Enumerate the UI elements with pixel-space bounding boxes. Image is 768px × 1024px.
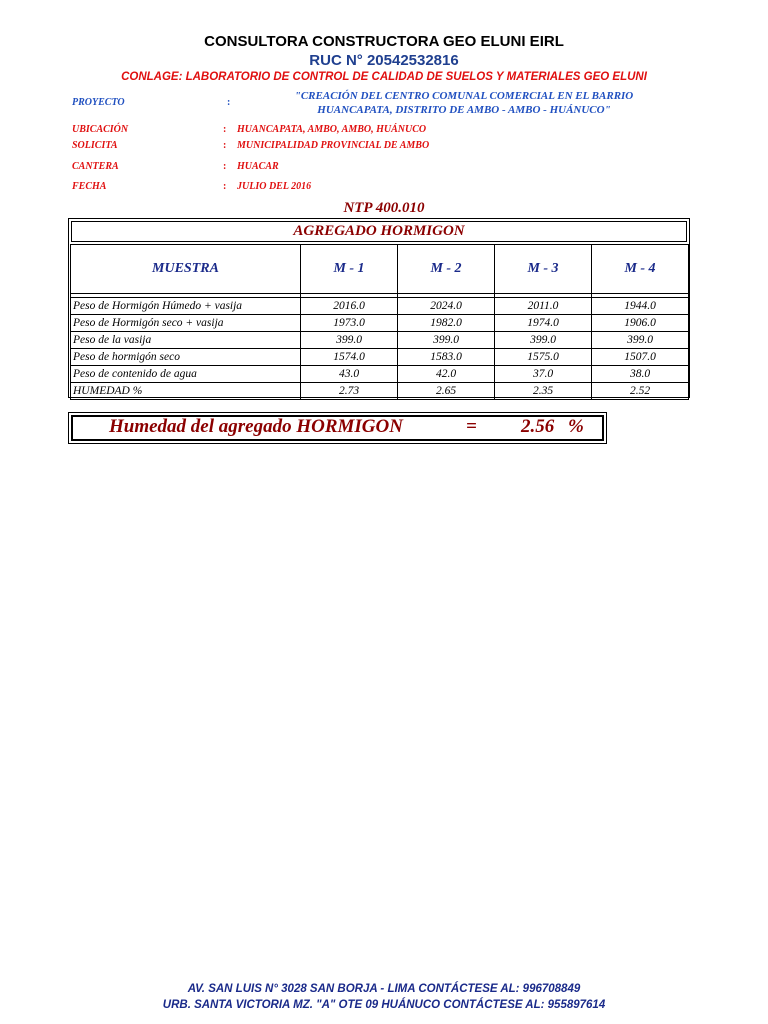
cantera-label: CANTERA xyxy=(72,161,119,172)
moisture-table xyxy=(70,244,689,400)
header-m3: M - 3 xyxy=(495,245,592,294)
proyecto-line-1: "CREACIÓN DEL CENTRO COMUNAL COMERCIAL EN EL BARRIO xyxy=(294,90,634,102)
fecha-label: FECHA xyxy=(72,181,107,192)
cell-value: 1944.0 xyxy=(592,298,689,315)
solicita-colon: : xyxy=(223,140,227,151)
fecha-colon: : xyxy=(223,181,227,192)
solicita-label: SOLICITA xyxy=(72,140,118,151)
cell-value: 2011.0 xyxy=(495,298,592,315)
table-row xyxy=(71,298,689,315)
row-desc: Peso de hormigón seco xyxy=(71,349,301,366)
footer-address-lima: AV. SAN LUIS N° 3028 SAN BORJA - LIMA CONTÁCTESE AL: 996708849 xyxy=(187,983,581,995)
footer-address-huanuco: URB. SANTA VICTORIA MZ. "A" OTE 09 HUÁNUCO CONTÁCTESE AL: 955897614 xyxy=(162,999,606,1011)
proyecto-value xyxy=(230,89,698,117)
ubicacion-colon: : xyxy=(223,124,227,135)
company-name: CONSULTORA CONSTRUCTORA GEO ELUNI EIRL xyxy=(204,33,564,50)
proyecto-line-2: HUANCAPATA, DISTRITO DE AMBO - AMBO - HUÁNUCO" xyxy=(317,104,611,116)
header-m1: M - 1 xyxy=(301,245,398,294)
row-desc: Peso de contenido de agua xyxy=(71,366,301,383)
proyecto-colon: : xyxy=(227,97,231,108)
table-row xyxy=(71,349,689,366)
cell-value: 2.65 xyxy=(398,383,495,400)
cell-value: 2016.0 xyxy=(301,298,398,315)
laboratory-title: CONLAGE: LABORATORIO DE CONTROL DE CALIDAD DE SUELOS Y MATERIALES GEO ELUNI xyxy=(121,71,647,83)
result-value: 2.56 xyxy=(521,416,555,437)
fecha-value: JULIO DEL 2016 xyxy=(237,181,312,192)
solicita-value: MUNICIPALIDAD PROVINCIAL DE AMBO xyxy=(237,140,430,151)
cell-value: 38.0 xyxy=(592,366,689,383)
ubicacion-value: HUANCAPATA, AMBO, AMBO, HUÁNUCO xyxy=(237,124,427,135)
header-m2: M - 2 xyxy=(398,245,495,294)
cell-value: 1906.0 xyxy=(592,315,689,332)
cantera-value: HUACAR xyxy=(237,161,279,172)
row-desc: Peso de Hormigón seco + vasija xyxy=(71,315,301,332)
cell-value: 2.73 xyxy=(301,383,398,400)
row-desc: Peso de Hormigón Húmedo + vasija xyxy=(71,298,301,315)
cell-value: 399.0 xyxy=(301,332,398,349)
cell-value: 399.0 xyxy=(495,332,592,349)
result-label: Humedad del agregado HORMIGON xyxy=(109,416,403,437)
cell-value: 1574.0 xyxy=(301,349,398,366)
table-row xyxy=(71,315,689,332)
cell-value: 2.52 xyxy=(592,383,689,400)
table-header-row xyxy=(71,245,689,294)
cantera-colon: : xyxy=(223,161,227,172)
row-desc: HUMEDAD % xyxy=(71,383,301,400)
cell-value: 42.0 xyxy=(398,366,495,383)
ruc-number: RUC N° 20542532816 xyxy=(309,52,459,69)
cell-value: 1575.0 xyxy=(495,349,592,366)
cell-value: 1973.0 xyxy=(301,315,398,332)
cell-value: 2024.0 xyxy=(398,298,495,315)
cell-value: 2.35 xyxy=(495,383,592,400)
cell-value: 37.0 xyxy=(495,366,592,383)
ubicacion-label: UBICACIÓN xyxy=(72,124,129,135)
result-unit: % xyxy=(568,416,584,437)
result-equals: = xyxy=(466,416,477,437)
cell-value: 399.0 xyxy=(592,332,689,349)
ntp-standard: NTP 400.010 xyxy=(343,200,425,216)
header-m4: M - 4 xyxy=(592,245,689,294)
header-muestra: MUESTRA xyxy=(71,245,301,294)
table-title: AGREGADO HORMIGON xyxy=(71,221,687,242)
cell-value: 1507.0 xyxy=(592,349,689,366)
table-row xyxy=(71,332,689,349)
proyecto-label: PROYECTO xyxy=(72,97,125,108)
cell-value: 43.0 xyxy=(301,366,398,383)
cell-value: 1974.0 xyxy=(495,315,592,332)
table-row xyxy=(71,383,689,400)
cell-value: 399.0 xyxy=(398,332,495,349)
row-desc: Peso de la vasija xyxy=(71,332,301,349)
cell-value: 1982.0 xyxy=(398,315,495,332)
table-row xyxy=(71,366,689,383)
cell-value: 1583.0 xyxy=(398,349,495,366)
